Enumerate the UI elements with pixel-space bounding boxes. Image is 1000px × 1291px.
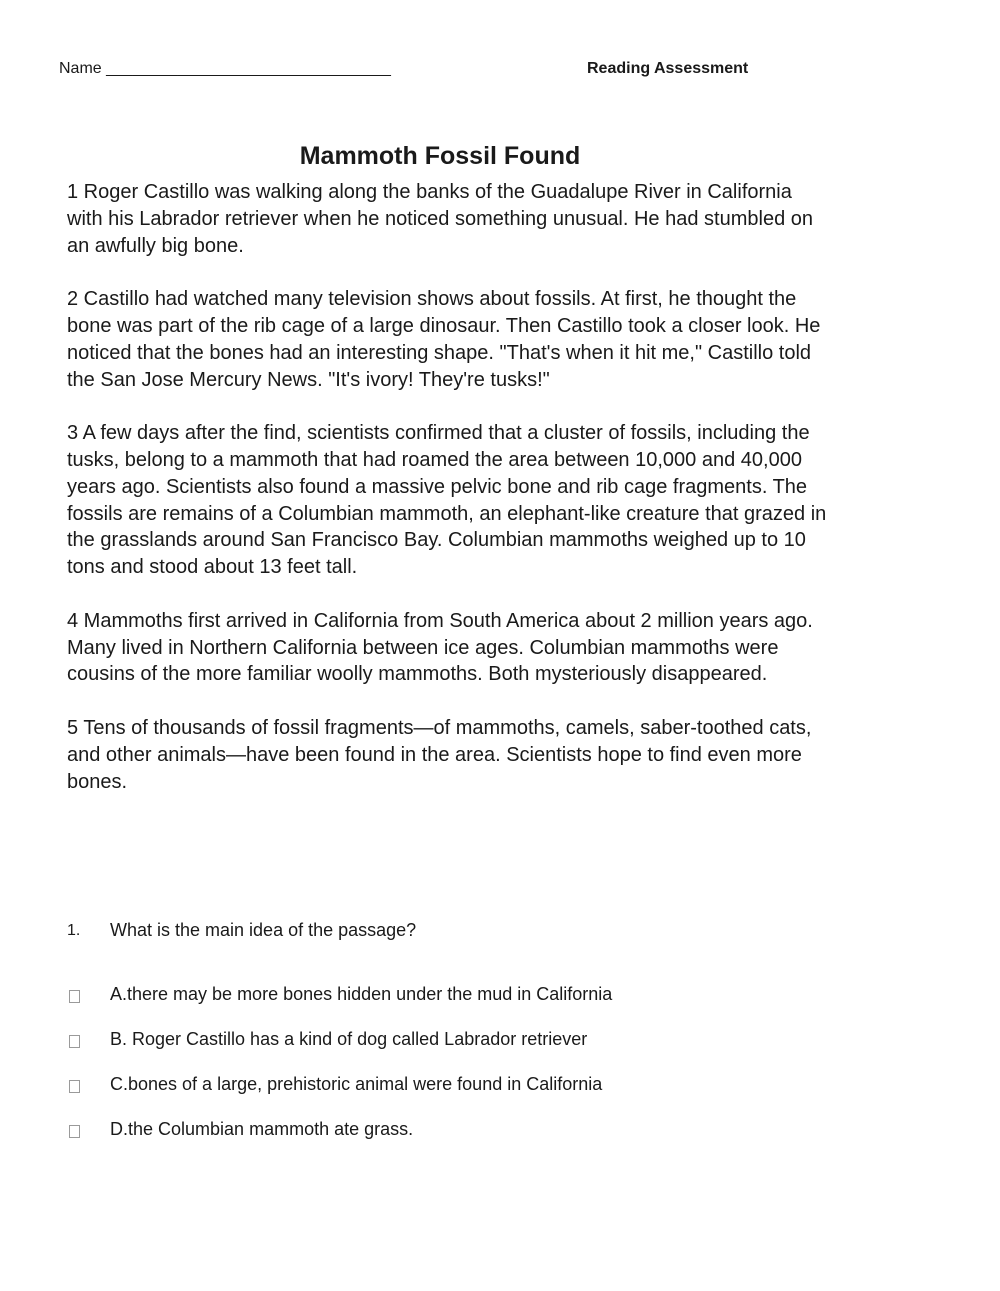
checkbox-icon[interactable] (69, 1035, 80, 1048)
checkbox-icon[interactable] (69, 990, 80, 1003)
paragraph-1: 1 Roger Castillo was walking along the banks of the Guadalupe River in California with his Labrador retriever when he noticed something unusual. He had stumbled on an awfully big bone. (67, 181, 813, 257)
paragraph-5: 5 Tens of thousands of fossil fragments—of mammoths, camels, saber-toothed cats, and other animals—have been found in the area. Scientists hope to find even more bones. (67, 716, 812, 793)
paragraph-2: 2 Castillo had watched many television shows about fossils. At first, he thought the bone was part of the rib cage of a large dinosaur. Then Castillo took a closer look. He noticed that the bones had an interesting shape. "That's when it hit me," Castillo told the San Jose Mercury News. "It's ivory! They're tusks!" (67, 288, 821, 391)
paragraph-3: 3 A few days after the find, scientists confirmed that a cluster of fossils, including the tusks, belong to a mammoth that had roamed the area between 10,000 and 40,000 years ago. Scientists also found a massive pelvic bone and rib cage fragments. The fossils are remains of a Columbian mammoth, an elephant-like creature that grazed in the grasslands around San Francisco Bay. Columbian mammoths weighed up to 10 tons and stood about 13 feet tall. (67, 422, 827, 579)
question-text: What is the main idea of the passage? (110, 920, 417, 940)
answer-option-d[interactable] (67, 1119, 767, 1143)
question-number: 1. (67, 922, 81, 939)
option-label: A.there may be more bones hidden under the mud in California (110, 984, 613, 1004)
option-label: C.bones of a large, prehistoric animal were found in California (110, 1074, 603, 1094)
answer-option-c[interactable] (67, 1074, 767, 1098)
name-line: Name ________________________________ (59, 60, 391, 77)
passage-title: Mammoth Fossil Found (299, 142, 581, 170)
paragraph-4: 4 Mammoths first arrived in California from South America about 2 million years ago. Many lived in Northern California between ice ages. Columbian mammoths were cousins of the more familiar woolly mammoths. Both mysteriously disappeared. (67, 609, 813, 686)
checkbox-icon[interactable] (69, 1080, 80, 1093)
answer-option-b[interactable] (67, 1029, 767, 1053)
answer-option-a[interactable] (67, 984, 767, 1008)
passage (67, 179, 827, 822)
option-label: B. Roger Castillo has a kind of dog called Labrador retriever (110, 1029, 588, 1049)
option-label: D.the Columbian mammoth ate grass. (110, 1119, 414, 1139)
assessment-title: Reading Assessment (587, 60, 749, 77)
checkbox-icon[interactable] (69, 1125, 80, 1138)
